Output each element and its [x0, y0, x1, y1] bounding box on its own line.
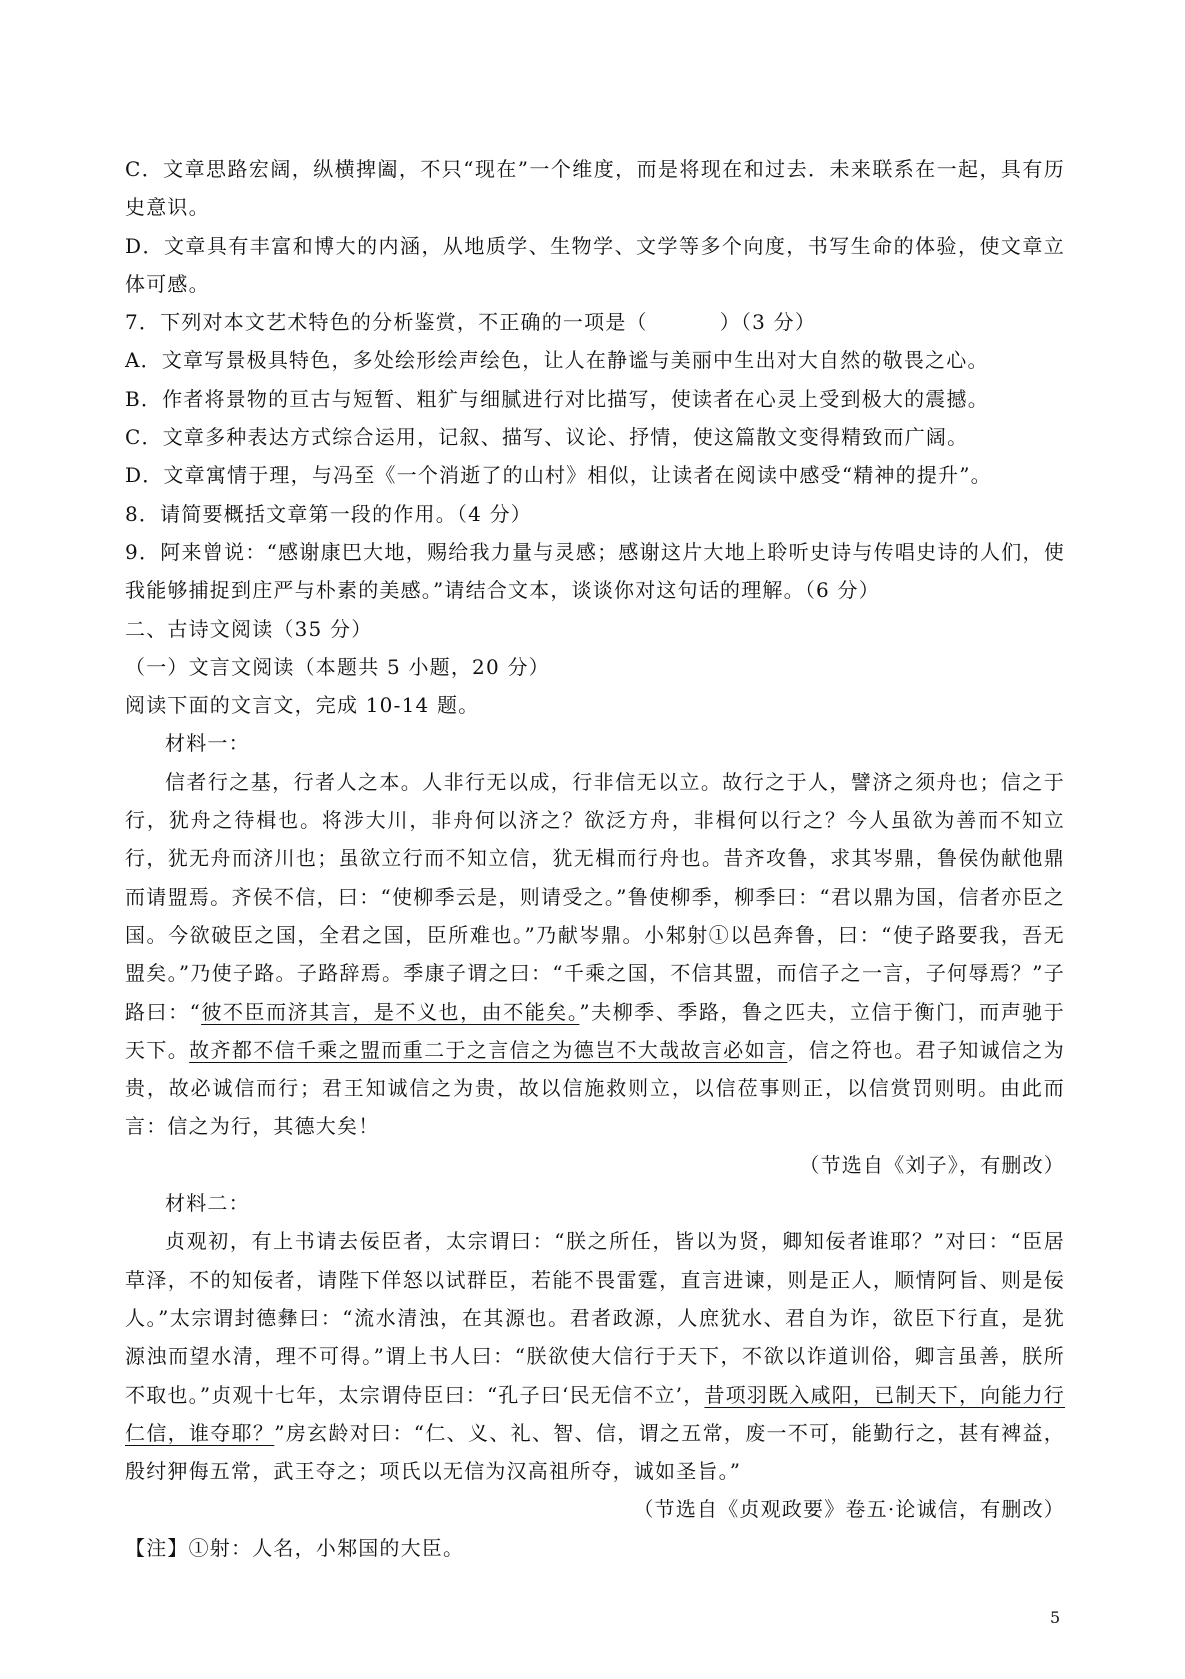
- option-6c: C．文章思路宏阔，纵横捭阖，不只“现在”一个维度，而是将现在和过去．未来联系在一起，具有历史意识。: [125, 157, 1065, 220]
- material-2-text: [125, 1222, 1065, 1490]
- material-2-underline-1: 昔项羽既入咸阳，已制天下，向能力行仁信，谁夺耶？: [125, 1382, 1065, 1445]
- section-title: 二、古诗文阅读（35 分）: [125, 616, 373, 641]
- material-1-part-2: ”夫柳季、季路，鲁之匹夫，立信于衡门，而声驰于天下。: [125, 999, 1065, 1062]
- material-1-part-1: 信者行之基，行者人之本。人非行无以成，行非信无以立。故行之于人，譬济之须舟也；信之于行，犹舟之待楫也。将涉大川，非舟何以济之？欲泛方舟，非楫何以行之？今人虽欲为善而不知立行，犹无舟而济川也；虽欲立行而不知立信，犹无楫而行舟也。昔齐攻鲁，求其岑鼎，鲁侯伪献他鼎而请盟焉。齐侯不信，曰：“使柳季云是，则请受之。”鲁使柳季，柳季曰：“君以鼎为国，信者亦臣之国。今欲破臣之国，全君之国，臣所难也。”乃献岑鼎。小邾射①以邑奔鲁，曰：“使子路要我，吾无盟矣。”乃使子路。子路辞焉。季康子谓之曰：“千乘之国，不信其盟，而信子之一言，子何辱焉？”子路曰：“: [125, 769, 1065, 1024]
- option-7c: C．文章多种表达方式综合运用，记叙、描写、议论、抒情，使这篇散文变得精致而广阔。: [125, 425, 969, 450]
- material-1-text: [125, 763, 1065, 1146]
- question-7-score: ）（3 分）: [719, 310, 817, 335]
- material-1-source: （节选自《刘子》，有删改）: [799, 1152, 1065, 1177]
- question-7-stem-text: 7．下列对本文艺术特色的分析鉴赏，不正确的一项是（: [125, 310, 648, 335]
- material-2-label: 材料二：: [165, 1191, 250, 1216]
- material-2-part-2: ”房玄龄对曰：“仁、义、礼、智、信，谓之五常，废一不可，能勤行之，甚有裨益，殷纣狎侮五常，武王夺之；项氏以无信为汉高祖所夺，诚如圣旨。”: [125, 1420, 1065, 1484]
- option-7d: D．文章寓情于理，与冯至《一个消逝了的山村》相似，让读者在阅读中感受“精神的提升”。: [125, 463, 992, 488]
- option-6d: D．文章具有丰富和博大的内涵，从地质学、生物学、文学等多个向度，书写生命的体验，使文章立体可感。: [125, 233, 1065, 296]
- subsection-title: （一）文言文阅读（本题共 5 小题，20 分）: [125, 654, 550, 679]
- material-1-underline-2: 故齐都不信千乘之盟而重二于之言信之为德岂不大哉故言必如言: [189, 1037, 788, 1062]
- material-1-label: 材料一：: [165, 731, 250, 756]
- option-7b: B．作者将景物的亘古与短暂、粗犷与细腻进行对比描写，使读者在心灵上受到极大的震撼。: [125, 386, 989, 411]
- option-7a: A．文章写景极具特色，多处绘形绘声绘色，让人在静谧与美丽中生出对大自然的敬畏之心。: [125, 348, 989, 373]
- material-1-part-3: ，信之符也。君子知诚信之为贵，故必诚信而行；君王知诚信之为贵，故以信施救则立，以信莅事则正，以信赏罚则明。由此而言：信之为行，其德大矣！: [125, 1037, 1065, 1139]
- reading-instruction: 阅读下面的文言文，完成 10-14 题。: [125, 693, 480, 718]
- annotation-note: 【注】①射：人名，小邾国的大臣。: [125, 1535, 465, 1560]
- question-7-stem: [125, 303, 1065, 341]
- material-2-source: （节选自《贞观政要》卷五·论诚信，有删改）: [633, 1497, 1065, 1522]
- page-content: [125, 150, 1065, 1567]
- material-1-underline-1: 彼不臣而济其言，是不义也，由不能矣。: [201, 999, 580, 1024]
- question-9: 9．阿来曾说：“感谢康巴大地，赐给我力量与灵感；感谢这片大地上聆听史诗与传唱史诗的人们，使我能够捕捉到庄严与朴素的美感。”请结合文本，谈谈你对这句话的理解。（6 分）: [125, 539, 1065, 603]
- question-8: 8．请简要概括文章第一段的作用。（4 分）: [125, 501, 533, 526]
- page-number: 5: [1050, 1608, 1061, 1627]
- material-2-part-1: 贞观初，有上书请去佞臣者，太宗谓曰：“朕之所任，皆以为贤，卿知佞者谁耶？”对曰：“臣居草泽，不的知佞者，请陛下佯怒以试群臣，若能不畏雷霆，直言进谏，则是正人，顺情阿旨、则是佞人。”太宗谓封德彝曰：“流水清浊，在其源也。君者政源，人庶犹水、君自为诈，欲臣下行直，是犹源浊而望水清，理不可得。”谓上书人曰：“朕欲使大信行于天下，不欲以诈道训俗，卿言虽善，朕所不取也。”贞观十七年，太宗谓侍臣曰：“孔子曰‘民无信不立’，: [125, 1229, 1065, 1407]
